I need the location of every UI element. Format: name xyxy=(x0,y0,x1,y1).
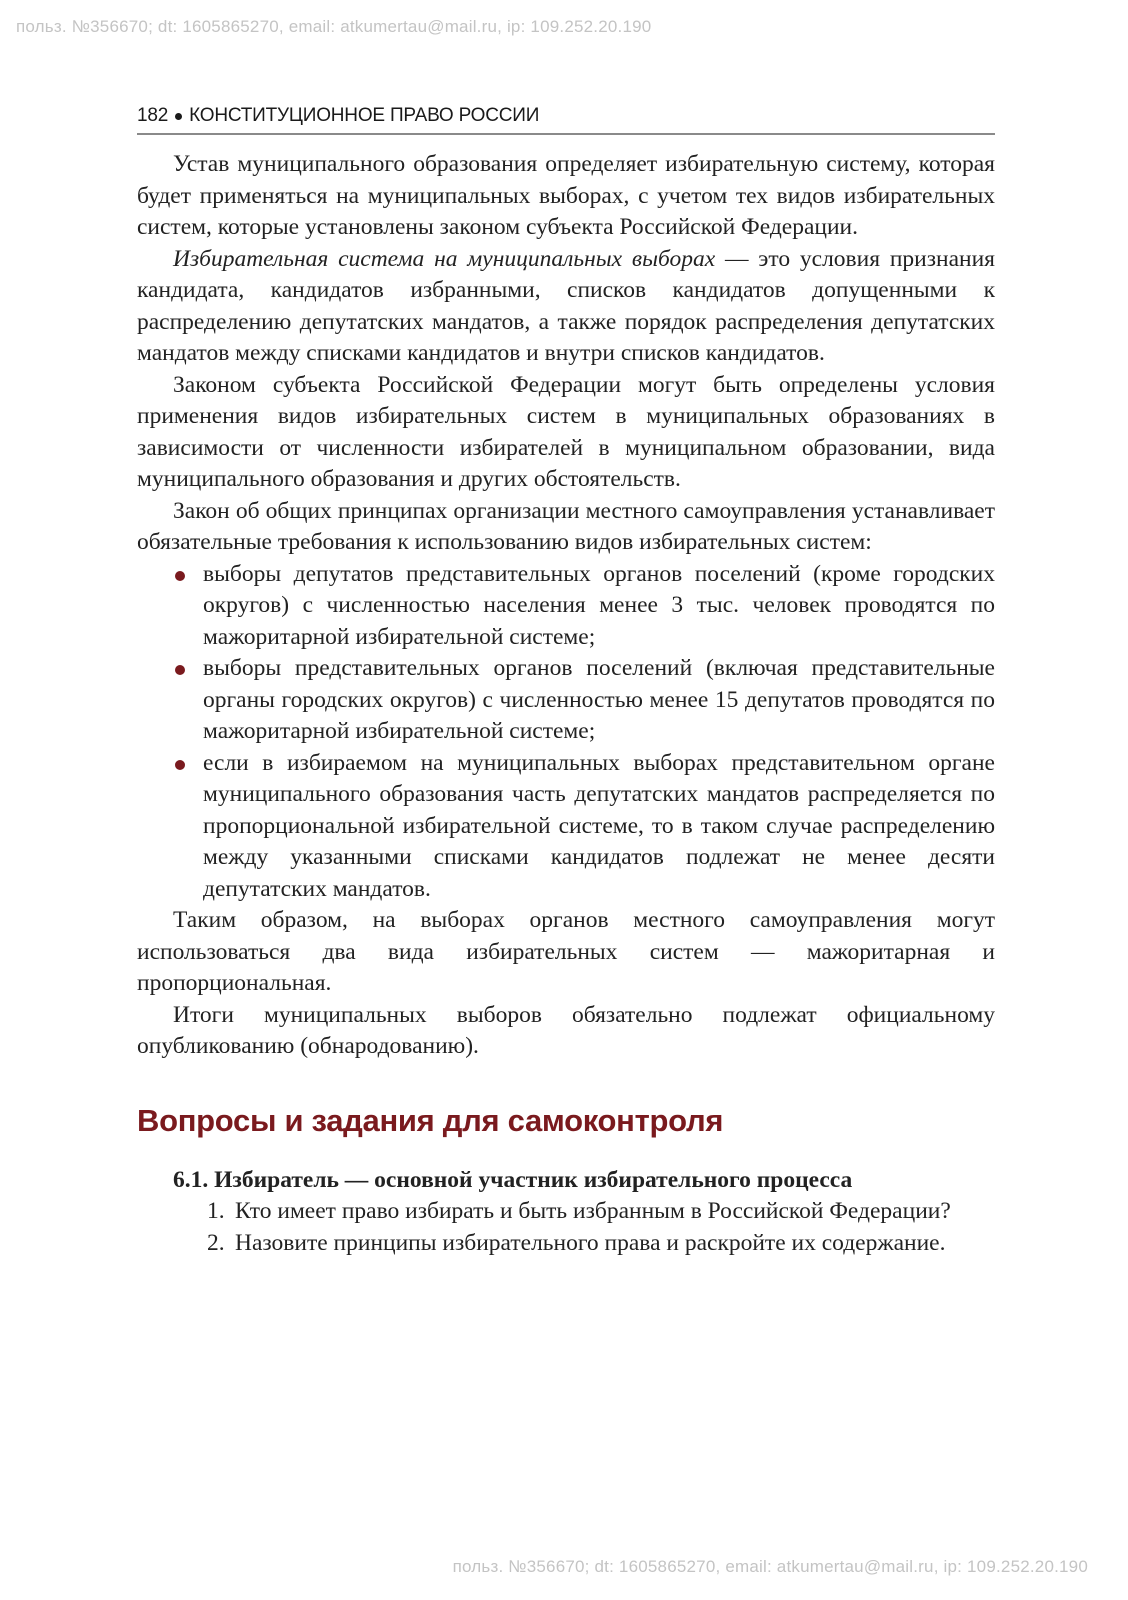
list-item xyxy=(203,653,995,748)
question-text: Назовите принципы избирательного права и раскройте их содержание. xyxy=(235,1229,946,1256)
page-number: 182 xyxy=(137,105,169,126)
paragraph-definition xyxy=(137,244,995,370)
subsection-title: 6.1. Избиратель — основной участник избирательного процесса xyxy=(173,1166,853,1193)
watermark-bottom: польз. №356670; dt: 1605865270, email: atkumertau@mail.ru, ip: 109.252.20.190 xyxy=(452,1557,1088,1576)
section-title: Вопросы и задания для самоконтроля xyxy=(137,1102,724,1138)
requirements-list xyxy=(137,559,995,906)
list-item xyxy=(203,559,995,654)
paragraph: Законом субъекта Российской Федерации могут быть определены условия применения видов избирательных систем в муниципальных образованиях в зависимости от численности избирателей в муниципальном образовании, вида муниципального образования и других обстоятельств. xyxy=(137,371,995,492)
list-item-text: если в избираемом на муниципальных выборах представительном органе муниципального образования часть депутатских мандатов распределяется по пропорциональной избирательной системе, то в таком случае распределению между указанными списками кандидатов подлежат не менее десяти депутатских мандатов. xyxy=(203,749,995,902)
definition-text: — это условия признания кандидата, кандидатов избранными, списков кандидатов допущенными к распределению депутатских мандатов, а также порядок распределения депутатских мандатов между списками кандидатов и внутри списков кандидатов. xyxy=(137,245,995,366)
question-number: 1. xyxy=(207,1198,225,1224)
paragraph: Таким образом, на выборах органов местного самоуправления могут использоваться два вида избирательных систем — мажоритарная и пропорциональная. xyxy=(137,907,995,996)
question-number: 2. xyxy=(207,1229,225,1256)
watermark-top: польз. №356670; dt: 1605865270, email: atkumertau@mail.ru, ip: 109.252.20.190 xyxy=(16,17,652,36)
book-page xyxy=(137,105,995,1259)
question-text: Кто имеет право избирать и быть избранным в Российской Федерации? xyxy=(235,1198,951,1224)
definition-term: Избирательная система на муниципальных выборах xyxy=(173,245,716,272)
bullet-icon xyxy=(175,760,185,770)
list-item-text: выборы депутатов представительных органов поселений (кроме городских округов) с численностью населения менее 3 тыс. человек проводятся по мажоритарной избирательной системе; xyxy=(203,560,995,650)
question-item xyxy=(207,1196,995,1228)
questions-list xyxy=(137,1196,995,1259)
bullet-separator-icon xyxy=(175,113,182,120)
paragraph: Устав муниципального образования определяет избирательную систему, которая будет применяться на муниципальных выборах, с учетом тех видов избирательных систем, которые установлены законом субъекта Российской Федерации. xyxy=(137,151,995,240)
list-item xyxy=(203,748,995,906)
paragraph: Итоги муниципальных выборов обязательно подлежат официальному опубликованию (обнародованию). xyxy=(137,1001,995,1059)
running-title: КОНСТИТУЦИОННОЕ ПРАВО РОССИИ xyxy=(189,105,540,126)
list-item-text: выборы представительных органов поселений (включая представительные органы городских округов) с численностью менее 15 депутатов проводятся по мажоритарной избирательной системе; xyxy=(203,655,995,744)
bullet-icon xyxy=(175,571,185,581)
body-text xyxy=(137,149,995,1063)
question-item xyxy=(207,1228,995,1260)
paragraph: Закон об общих принципах организации местного самоуправления устанавливает обязательные требования к использованию видов избирательных систем: xyxy=(137,497,995,555)
bullet-icon xyxy=(175,665,185,675)
running-header xyxy=(137,105,995,135)
